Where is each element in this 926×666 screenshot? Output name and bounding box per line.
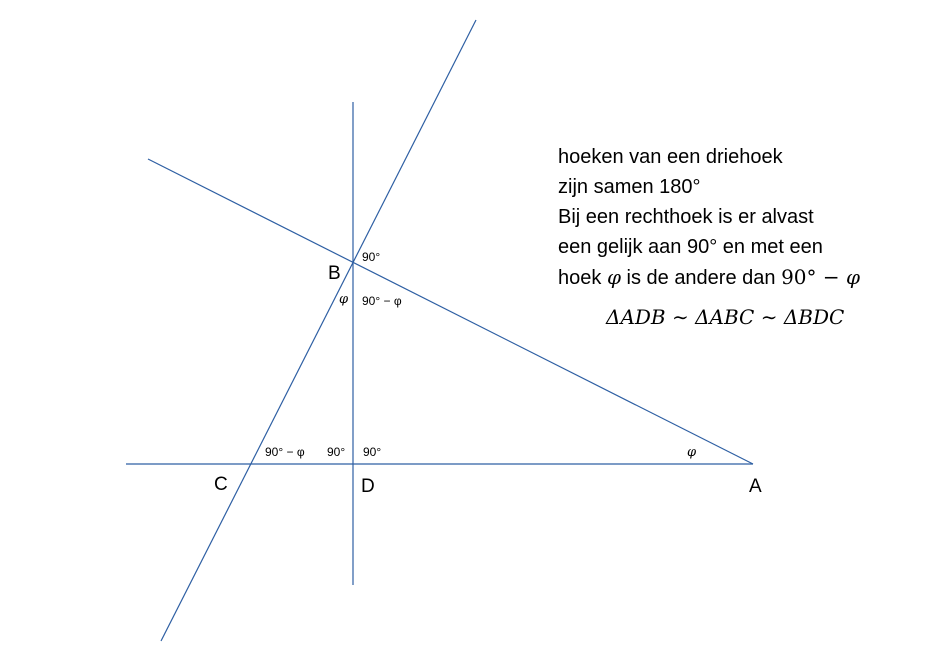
explanation-line-2: zijn samen 180°	[558, 176, 701, 198]
point-label-d: D	[361, 476, 375, 497]
point-label-c: C	[214, 474, 228, 495]
phi-symbol: φ	[606, 265, 621, 289]
complement-expression: 90° − φ	[781, 265, 861, 289]
explanation-line-5-middle: is de andere dan	[620, 267, 782, 289]
explanation-line-4: een gelijk aan 90° en met een	[558, 236, 823, 258]
angle-label-a: φ	[687, 445, 697, 460]
angle-label-c: 90° − φ	[265, 445, 305, 459]
angle-label-d-right: 90°	[363, 445, 382, 459]
explanation-text	[558, 142, 918, 293]
explanation-line-3: Bij een rechthoek is er alvast	[558, 206, 814, 228]
similarity-statement: ΔADB ∼ ΔABC ∼ ΔBDC	[606, 305, 845, 329]
point-label-a: A	[749, 476, 762, 497]
point-label-b: B	[328, 263, 341, 284]
angle-label-b-bottom-right: 90° − φ	[362, 294, 402, 308]
angle-label-b-left: φ	[339, 292, 349, 307]
explanation-line-5	[558, 262, 918, 293]
explanation-line-1: hoeken van een driehoek	[558, 146, 783, 168]
line-cb	[161, 20, 476, 641]
angle-label-b-top-right: 90°	[362, 250, 381, 264]
explanation-line-5-start: hoek	[558, 267, 607, 289]
angle-label-d-left: 90°	[327, 445, 346, 459]
